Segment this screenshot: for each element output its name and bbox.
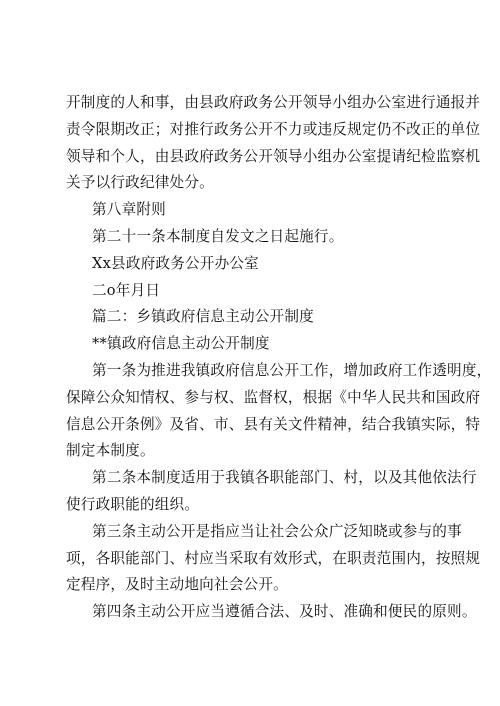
text-line: 信息公开条例》及省、市、县有关文件精神，结合我镇实际，特 [66,416,481,433]
text-line: 保障公众知情权、参与权、监督权，根据《中华人民共和国政府 [66,389,481,406]
document-title: **镇政府信息主动公开制度 [92,335,270,352]
text-line: 领导和个人，由县政府政务公开领导小组办公室提请纪检监察机 [66,148,481,165]
text-line: 定程序，及时主动地向社会公开。 [66,576,288,593]
chapter-heading: 第八章附则 [92,201,166,218]
text-line: 第二十一条本制度自发文之日起施行。 [92,228,344,245]
date-line: 二o年月日 [92,282,161,299]
text-line: 关予以行政纪律处分。 [66,174,214,191]
text-line: 制定本制度。 [66,442,155,459]
text-line: 使行政职能的组织。 [66,496,200,513]
text-line: 开制度的人和事，由县政府政务公开领导小组办公室进行通报并 [66,94,481,111]
text-line: 责令限期改正；对推行政务公开不力或违反规定仍不改正的单位 [66,121,481,138]
issuer-line: Xx县政府政务公开办公室 [92,255,259,272]
text-line: 项，各职能部门、村应当采取有效形式，在职责范围内，按照规 [66,550,481,567]
section-heading: 篇二：乡镇政府信息主动公开制度 [92,308,314,325]
text-line: 第二条本制度适用于我镇各职能部门、村，以及其他依法行 [92,469,477,486]
text-line: 第三条主动公开是指应当让社会公众广泛知晓或参与的事 [92,523,462,540]
text-line: 第四条主动公开应当遵循合法、及时、准确和便民的原则。 [92,603,477,620]
text-line: 第一条为推进我镇政府信息公开工作，增加政府工作透明度， [92,362,492,379]
